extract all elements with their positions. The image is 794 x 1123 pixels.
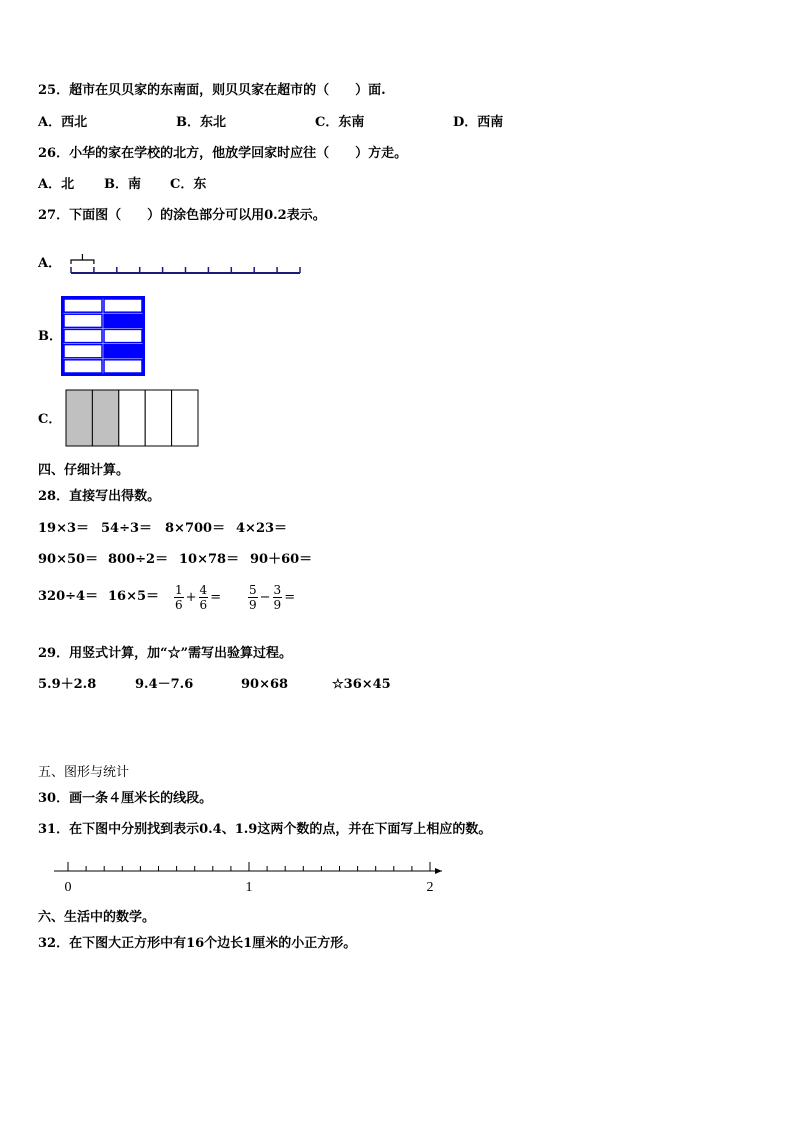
grid-cell [104,299,142,312]
grid-cell [104,329,142,342]
q29-item-1: 5.9＋2.8 [38,677,97,692]
q25-option-a: A．西北 [38,115,88,130]
q27-figure-a-number-line [66,248,306,278]
axis-label: 1 [245,880,253,895]
q29-item-4: ☆36×45 [332,677,391,692]
q28-r2-c4: 90＋60＝ [250,552,313,567]
denominator: 6 [199,597,208,612]
axis-label: 2 [426,880,434,895]
q28-fraction-expr-1 [174,577,223,617]
q25-stem: 25．超市在贝贝家的东南面，则贝贝家在超市的（ ）面. [38,83,386,98]
q25-option-c: C．东南 [315,115,365,130]
fraction [199,583,209,612]
q28-r2-c2: 800÷2＝ [108,552,169,567]
q28-r3-c1: 320÷4＝ [38,589,99,604]
numerator: 1 [175,582,183,597]
arrow-head [435,868,442,874]
q26-option-c: C．东 [170,177,207,192]
q27-label-c: C． [38,412,62,427]
numerator: 4 [199,582,208,597]
numerator: 3 [273,582,282,597]
q28-r2-c1: 90×50＝ [38,552,99,567]
q28-r2-c3: 10×78＝ [179,552,240,567]
q29-stem: 29．用竖式计算，加“☆”需写出验算过程。 [38,646,293,661]
q32-stem: 32．在下图大正方形中有16个边长1厘米的小正方形。 [38,936,357,951]
q29-item-2: 9.4－7.6 [135,677,194,692]
q26-option-b: B．南 [104,177,141,192]
part [119,390,145,446]
q27-label-b: B． [38,329,62,344]
fraction [273,583,283,612]
q26-stem: 26．小华的家在学校的北方，他放学回家时应往（ ）方走。 [38,146,408,161]
q31-stem: 31．在下图中分别找到表示0.4、1.9这两个数的点，并在下面写上相应的数。 [38,822,492,837]
denominator: 6 [175,597,183,612]
denominator: 9 [249,597,257,612]
section6-title: 六、生活中的数学。 [38,910,156,925]
q27-label-a: A． [38,256,62,271]
grid-cell-shaded [104,345,142,358]
q27-figure-b-grid [61,296,145,376]
q25-option-b: B．东北 [176,115,226,130]
grid-cell [104,360,142,373]
q29-item-3: 90×68 [241,677,289,692]
grid-cell [64,314,102,327]
q31-number-line [50,856,450,898]
grid-cell [64,299,102,312]
numerator: 5 [249,582,257,597]
grid-cell [64,329,102,342]
section4-title: 四、仔细计算。 [38,463,130,478]
operator: + [185,589,197,605]
part [145,390,171,446]
fraction [248,583,258,612]
q30-stem: 30．画一条４厘米长的线段。 [38,791,213,806]
q27-figure-c-rectangle [65,389,199,449]
q28-r1-c4: 4×23＝ [236,521,288,536]
bracket [71,254,94,264]
equals: = [210,589,222,605]
part-shaded [66,390,92,446]
section5-title: 五、图形与统计 [38,765,130,780]
part [172,390,198,446]
q28-r1-c1: 19×3＝ [38,521,90,536]
equals: = [284,589,296,605]
grid-cell [64,345,102,358]
operator: − [259,589,271,605]
q28-r1-c3: 8×700＝ [165,521,226,536]
part-shaded [92,390,118,446]
q28-fraction-expr-2 [248,577,297,617]
denominator: 9 [273,597,282,612]
fraction [174,583,184,612]
q28-stem: 28．直接写出得数。 [38,489,161,504]
axis-label: 0 [64,880,72,895]
q28-r3-c2: 16×5＝ [108,589,160,604]
q28-r1-c2: 54÷3＝ [101,521,153,536]
q27-stem: 27．下面图（ ）的涂色部分可以用0.2表示。 [38,208,326,223]
q25-option-d: D．西南 [453,115,504,130]
q26-option-a: A．北 [38,177,75,192]
grid-cell-shaded [104,314,142,327]
grid-cell [64,360,102,373]
